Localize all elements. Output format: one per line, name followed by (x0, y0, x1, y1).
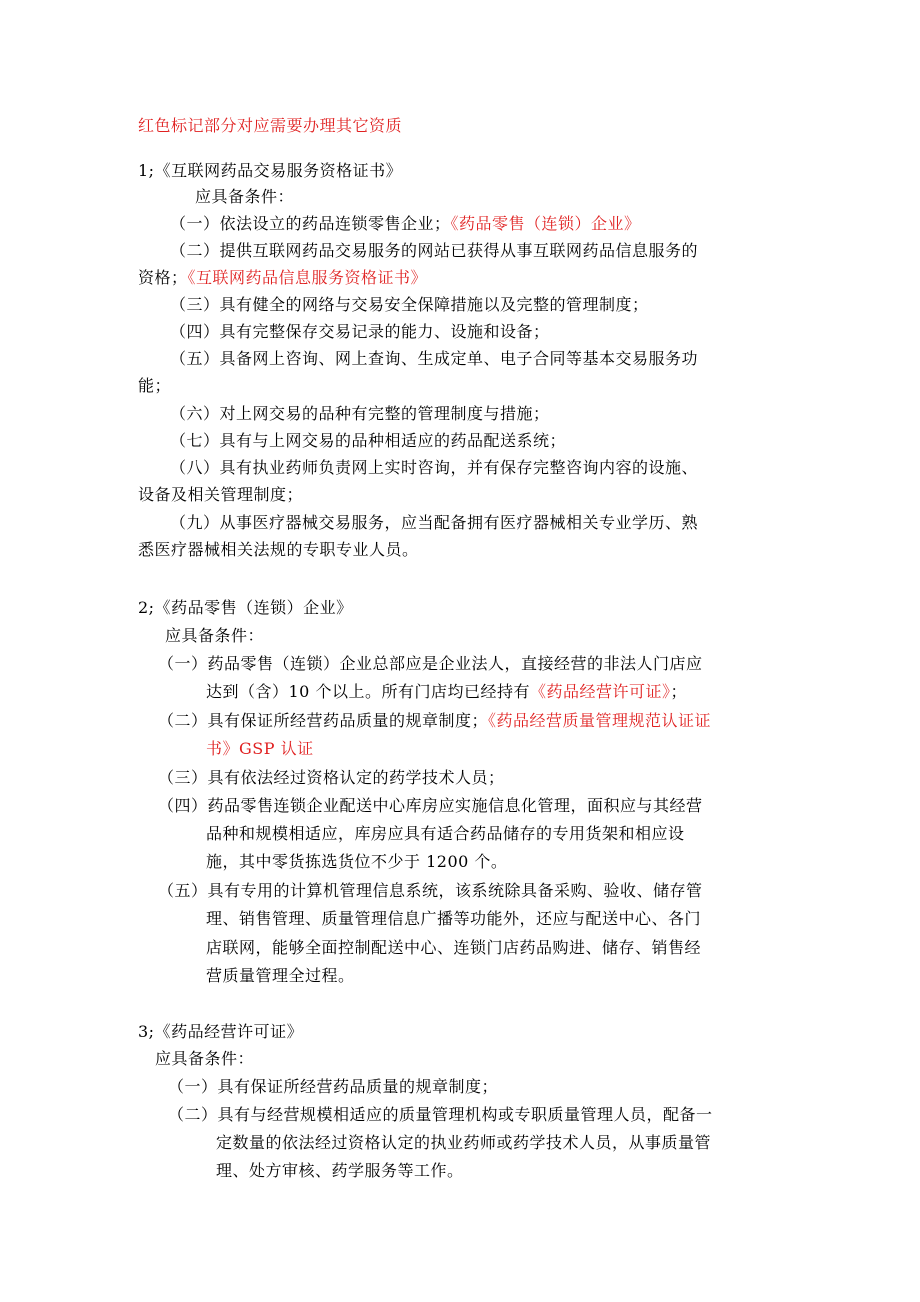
section2-item-1-required-cert: 《药品经营许可证》 (529, 682, 671, 701)
section1-item-4: （四）具有完整保存交易记录的能力、设施和设备； (170, 322, 550, 341)
section2-item-5-line1: （五）具有专用的计算机管理信息系统，该系统除具备采购、验收、储存管 (158, 881, 703, 900)
section2-item-1-text: 达到（含）10 个以上。所有门店均已经持有 (206, 682, 530, 701)
section1-item-8-line1: （八）具有执业药师负责网上实时咨询，并有保存完整咨询内容的设施、 (170, 458, 699, 477)
section2-item-1-line1: （一）药品零售（连锁）企业总部应是企业法人，直接经营的非法人门店应 (158, 654, 703, 673)
section1-title: 1;《互联网药品交易服务资格证书》 (138, 161, 403, 180)
section2-title: 2;《药品零售（连锁）企业》 (138, 598, 353, 617)
section1-item-1-required-cert: 《药品零售（连锁）企业》 (450, 214, 641, 233)
intro-note: 红色标记部分对应需要办理其它资质 (138, 116, 403, 135)
section2-item-2-required-cert: 《药品经营质量管理规范认证证 (488, 711, 712, 730)
section2-item-4-line2: 品种和规模相适应，库房应具有适合药品储存的专用货架和相应设 (206, 824, 685, 843)
section2-item-4-line1: （四）药品零售连锁企业配送中心库房应实施信息化管理，面积应与其经营 (158, 796, 703, 815)
section1-item-1-text: （一）依法设立的药品连锁零售企业； (170, 214, 451, 233)
section1-item-2-required-cert: 《互联网药品信息服务资格证书》 (187, 268, 428, 287)
section3-conditions-label: 应具备条件： (155, 1049, 255, 1068)
section1-item-9-line2: 悉医疗器械相关法规的专职专业人员。 (138, 540, 419, 559)
section3-item-2-line3: 理、处方审核、药学服务等工作。 (216, 1161, 464, 1180)
section2-item-2-text: （二）具有保证所经营药品质量的规章制度； (158, 711, 489, 730)
section3-title: 3;《药品经营许可证》 (138, 1022, 304, 1041)
section2-item-3: （三）具有依法经过资格认定的药学技术人员； (158, 768, 505, 787)
section1-item-2-line1: （二）提供互联网药品交易服务的网站已获得从事互联网药品信息服务的 (170, 241, 699, 260)
section1-item-5-line2: 能； (138, 376, 172, 395)
section3-item-1: （一）具有保证所经营药品质量的规章制度； (168, 1077, 499, 1096)
section1-item-2-line2 (138, 267, 427, 289)
section2-item-1-end: ； (670, 682, 687, 701)
section2-item-4-line3: 施，其中零货拣选货位不少于 1200 个。 (206, 852, 508, 871)
section3-item-2-line2: 定数量的依法经过资格认定的执业药师或药学技术人员，从事质量管 (216, 1133, 712, 1152)
section2-item-5-line4: 营质量管理全过程。 (206, 966, 355, 985)
section2-item-2-line2: 书》GSP 认证 (206, 739, 314, 758)
section1-item-3: （三）具有健全的网络与交易安全保障措施以及完整的管理制度； (170, 295, 649, 314)
section1-item-6: （六）对上网交易的品种有完整的管理制度与措施； (170, 404, 550, 423)
section1-item-7: （七）具有与上网交易的品种相适应的药品配送系统； (170, 431, 567, 450)
section1-item-8-line2: 设备及相关管理制度； (138, 485, 304, 504)
section2-item-5-line2: 理、销售管理、质量管理信息广播等功能外，还应与配送中心、各门 (206, 909, 702, 928)
section1-item-1 (170, 213, 641, 235)
section2-item-1-line2 (206, 681, 687, 703)
section1-conditions-label: 应具备条件： (195, 187, 295, 206)
section1-item-9-line1: （九）从事医疗器械交易服务，应当配备拥有医疗器械相关专业学历、熟 (170, 513, 699, 532)
section1-item-2-text: 资格； (138, 268, 188, 287)
section1-item-5-line1: （五）具备网上咨询、网上查询、生成定单、电子合同等基本交易服务功 (170, 349, 699, 368)
section2-item-2-line1 (158, 710, 711, 732)
section3-item-2-line1: （二）具有与经营规模相适应的质量管理机构或专职质量管理人员，配备一 (168, 1105, 713, 1124)
section2-conditions-label: 应具备条件： (165, 626, 265, 645)
section2-item-5-line3: 店联网，能够全面控制配送中心、连锁门店药品购进、储存、销售经 (206, 938, 702, 957)
